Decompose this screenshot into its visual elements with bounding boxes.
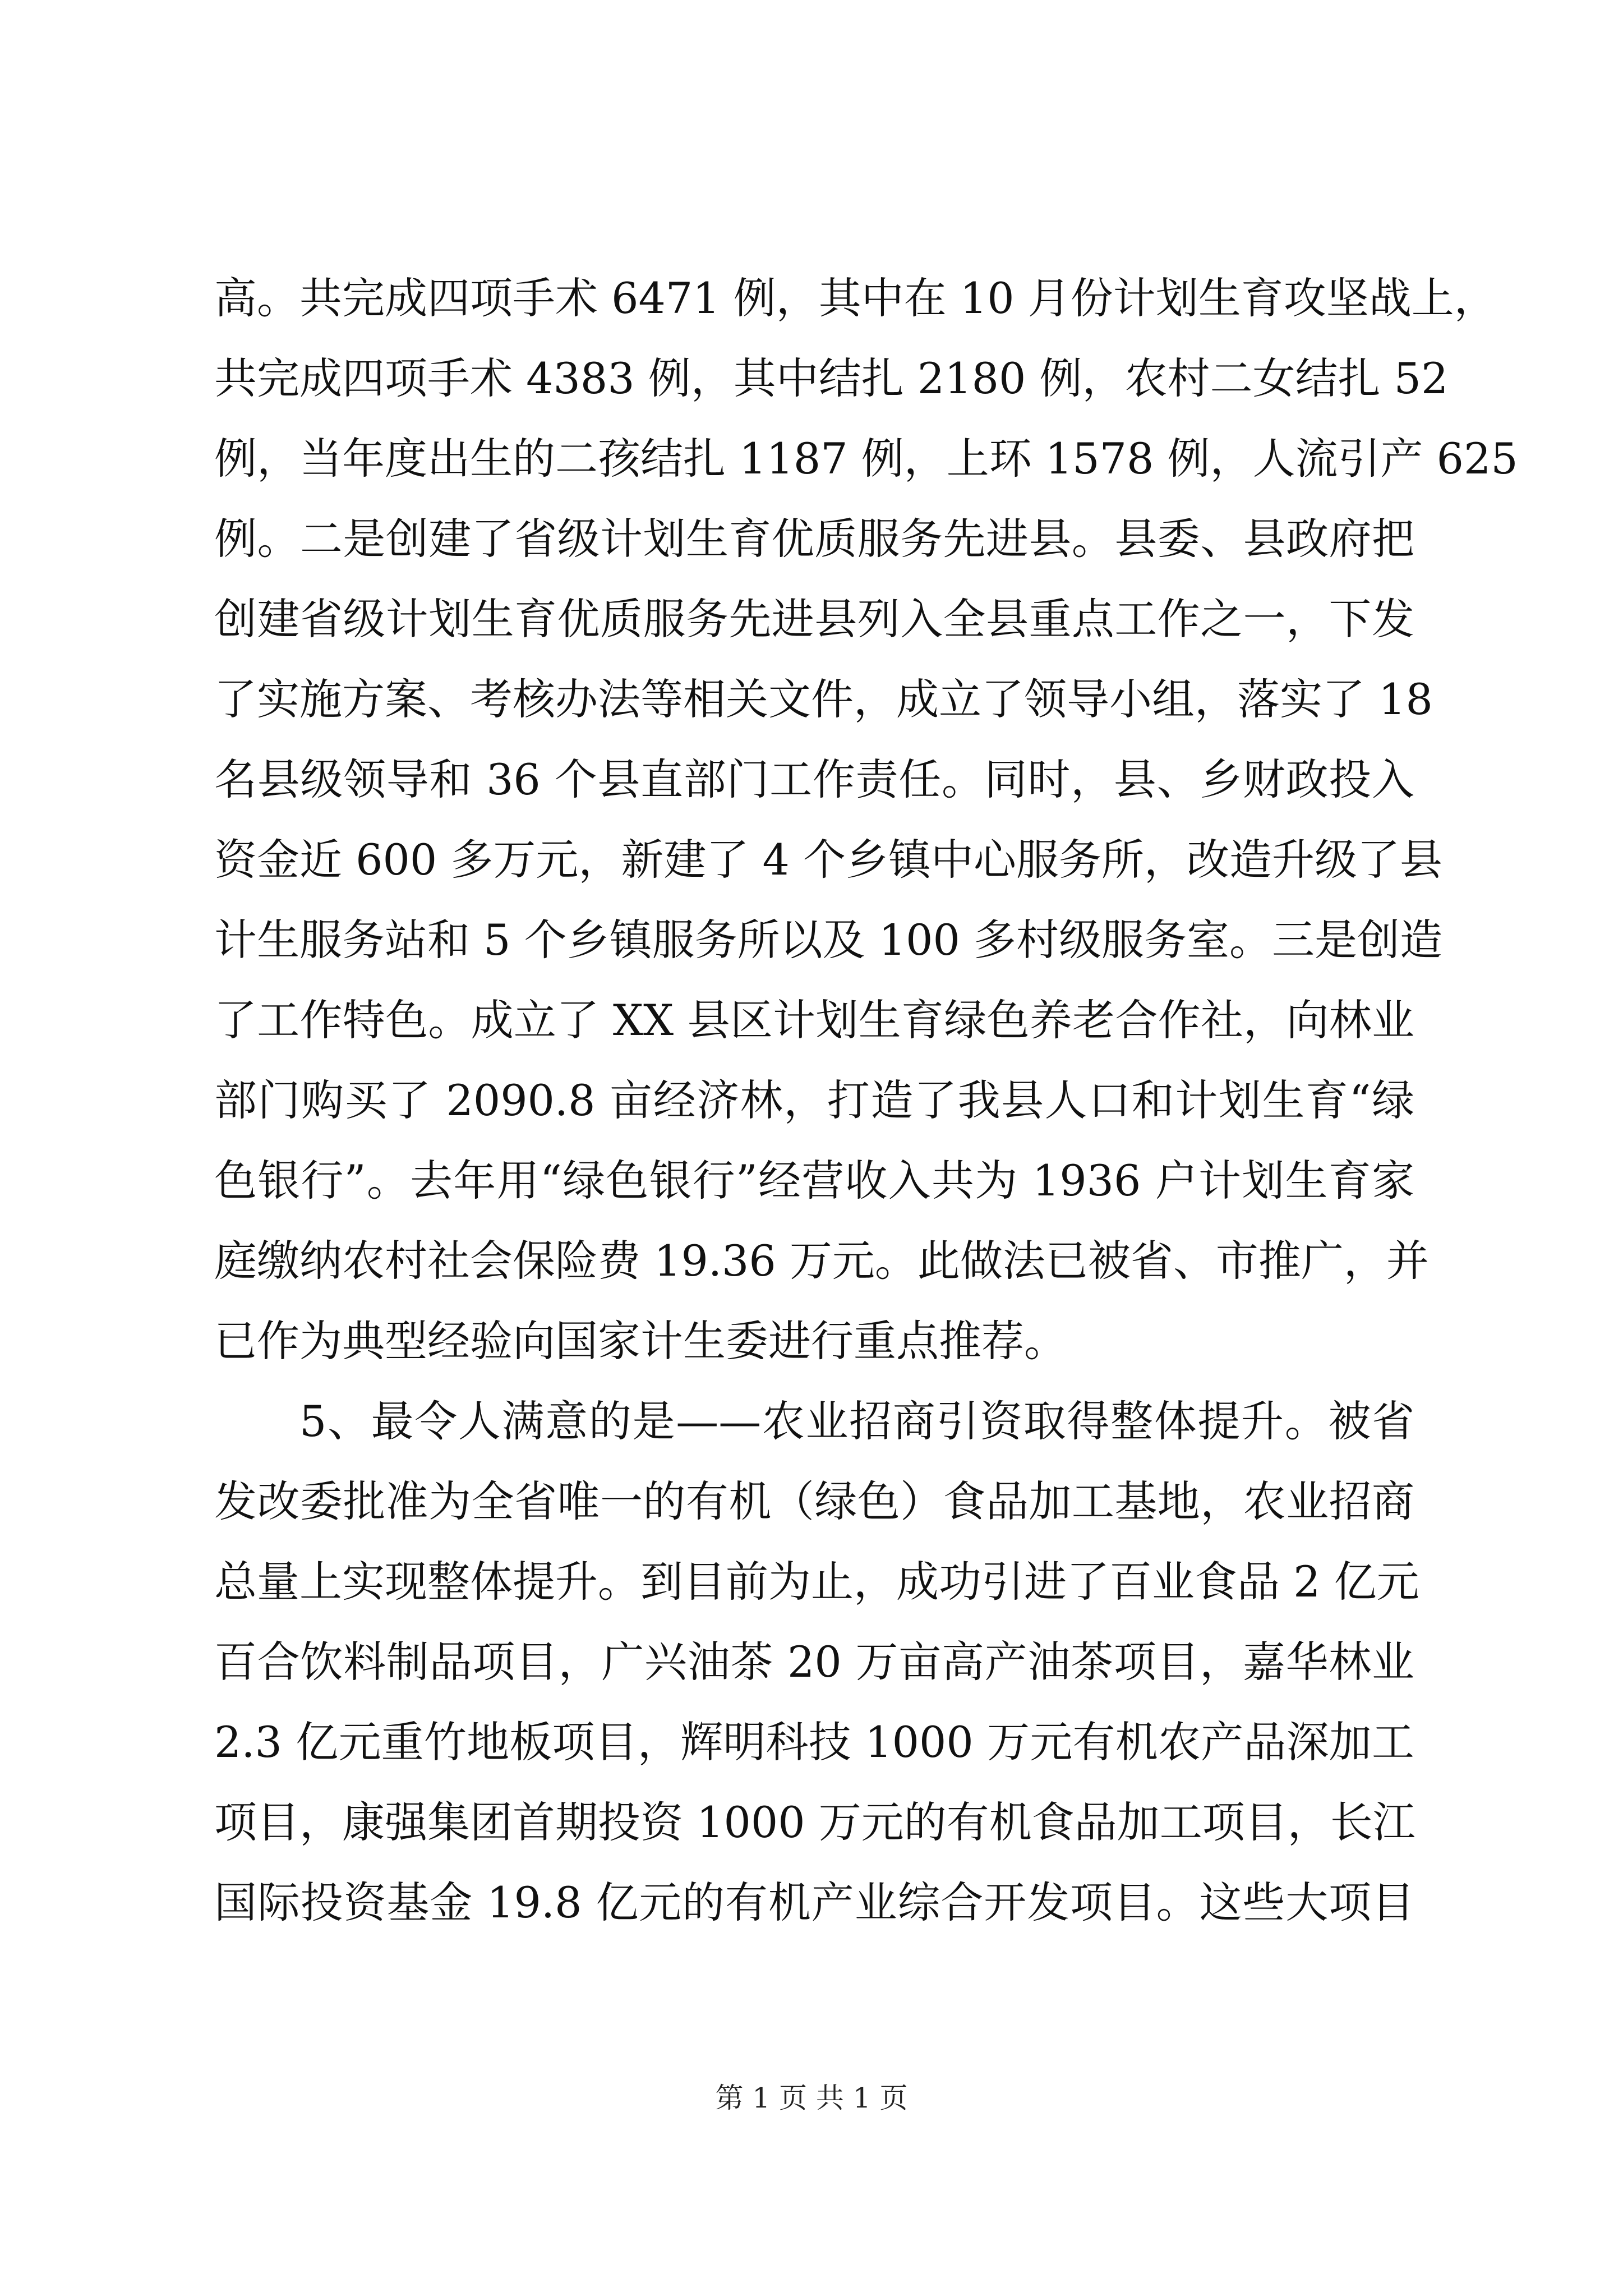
text-line: 总量上实现整体提升。到目前为止，成功引进了百业食品 2 亿元: [214, 1557, 1419, 1607]
text-line: 资金近 600 多万元，新建了 4 个乡镇中心服务所，改造升级了县: [214, 835, 1443, 885]
text-line: 例。二是创建了省级计划生育优质服务先进县。县委、县政府把: [214, 514, 1414, 564]
paragraph-start-line: 5、最令人满意的是——农业招商引资取得整体提升。被省: [299, 1396, 1414, 1446]
text-line: 了实施方案、考核办法等相关文件，成立了领导小组，落实了 18: [214, 674, 1433, 724]
paragraph-end-line: 已作为典型经验向国家计生委进行重点推荐。: [214, 1316, 1067, 1366]
text-line: 色银行”。去年用“绿色银行”经营收入共为 1936 户计划生育家: [214, 1156, 1414, 1205]
text-line: 百合饮料制品项目，广兴油茶 20 万亩高产油茶项目，嘉华林业: [214, 1637, 1414, 1687]
text-line: 2.3 亿元重竹地板项目，辉明科技 1000 万元有机农产品深加工: [214, 1717, 1414, 1767]
text-line: 部门购买了 2090.8 亩经济林，打造了我县人口和计划生育“绿: [214, 1075, 1414, 1125]
text-line: 发改委批准为全省唯一的有机（绿色）食品加工基地，农业招商: [214, 1476, 1414, 1526]
text-line: 例，当年度出生的二孩结扎 1187 例，上环 1578 例，人流引产 625: [214, 434, 1518, 484]
body-text: [214, 258, 1518, 1943]
text-line: 计生服务站和 5 个乡镇服务所以及 100 多村级服务室。三是创造: [214, 915, 1443, 965]
text-line: 项目，康强集团首期投资 1000 万元的有机食品加工项目，长江: [214, 1797, 1415, 1847]
text-line: 了工作特色。成立了 XX 县区计划生育绿色养老合作社，向林业: [214, 995, 1414, 1045]
text-line: 创建省级计划生育优质服务先进县列入全县重点工作之一，下发: [214, 594, 1414, 644]
text-line: 庭缴纳农村社会保险费 19.36 万元。此做法已被省、市推广，并: [214, 1236, 1429, 1286]
text-line: 高。共完成四项手术 6471 例，其中在 10 月份计划生育攻坚战上，: [214, 273, 1497, 323]
page-footer: 第 1 页 共 1 页: [715, 2082, 908, 2114]
text-line: 共完成四项手术 4383 例，其中结扎 2180 例，农村二女结扎 52: [214, 353, 1449, 403]
text-line: 国际投资基金 19.8 亿元的有机产业综合开发项目。这些大项目: [214, 1878, 1414, 1927]
text-line: 名县级领导和 36 个县直部门工作责任。同时，县、乡财政投入: [214, 754, 1414, 804]
